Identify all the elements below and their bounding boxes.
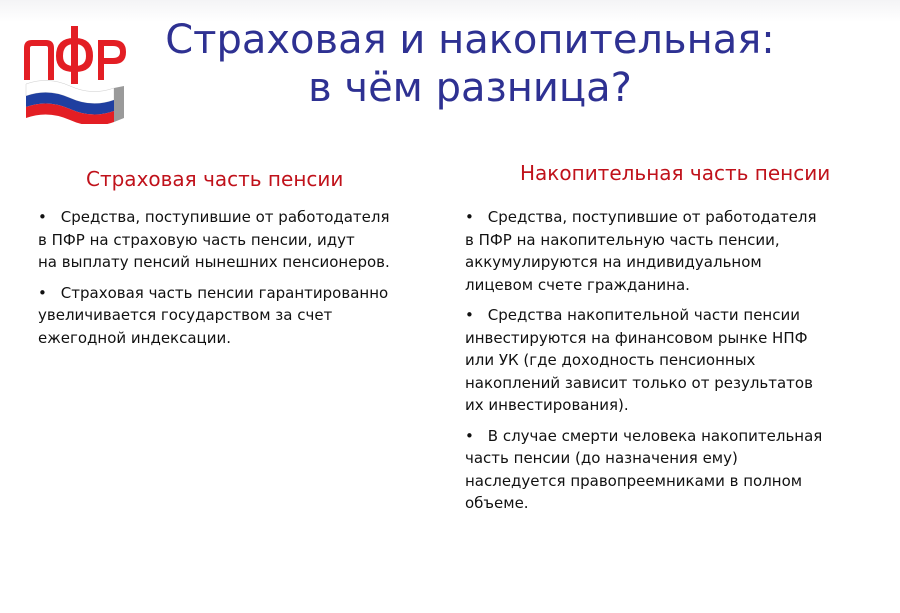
text-line: Страховая часть пенсии гарантированно [56, 283, 389, 302]
text-line: в ПФР на накопительную часть пенсии, [465, 230, 780, 249]
left-column-heading: Страховая часть пенсии [86, 167, 344, 191]
left-column-body [38, 206, 433, 357]
text-line: В случае смерти человека накопительная [483, 426, 823, 445]
right-paragraph-1 [465, 206, 880, 296]
text-line: их инвестирования). [465, 396, 629, 414]
bullet-icon: • [465, 208, 474, 226]
right-column-body [465, 206, 880, 523]
text-line: в ПФР на страховую часть пенсии, идут [38, 230, 355, 249]
text-line: инвестируются на финансовом рынке НПФ [465, 328, 808, 347]
right-paragraph-3 [465, 425, 880, 515]
title-line-2: в чём разница? [308, 65, 632, 111]
text-line: на выплату пенсий нынешних пенсионеров. [38, 253, 390, 271]
right-column-heading: Накопительная часть пенсии [520, 161, 831, 185]
text-line: лицевом счете гражданина. [465, 275, 690, 294]
left-paragraph-2 [38, 282, 433, 350]
text-line: ежегодной индексации. [38, 328, 232, 347]
bullet-icon: • [38, 283, 47, 302]
text-line: аккумулируются на индивидуальном [465, 253, 762, 271]
page-title [110, 16, 830, 112]
text-line: часть пенсии (до назначения ему) [465, 449, 738, 467]
text-line: Средства, поступившие от работодателя [483, 208, 817, 226]
text-line: объеме. [465, 494, 529, 512]
text-line: или УК (где доходность пенсионных [465, 351, 756, 369]
text-line: накоплений зависит только от результатов [465, 373, 813, 392]
left-paragraph-1 [38, 206, 433, 274]
text-line: Средства накопительной части пенсии [483, 306, 800, 324]
bullet-icon: • [465, 306, 474, 324]
text-line: наследуется правопреемниками в полном [465, 471, 803, 490]
text-line: Средства, поступившие от работодателя [56, 208, 390, 226]
text-line: увеличивается государством за счет [38, 306, 333, 324]
bullet-icon: • [465, 426, 474, 445]
bullet-icon: • [38, 208, 47, 226]
title-line-1: Страховая и накопительная: [165, 17, 775, 63]
right-paragraph-2 [465, 304, 880, 417]
